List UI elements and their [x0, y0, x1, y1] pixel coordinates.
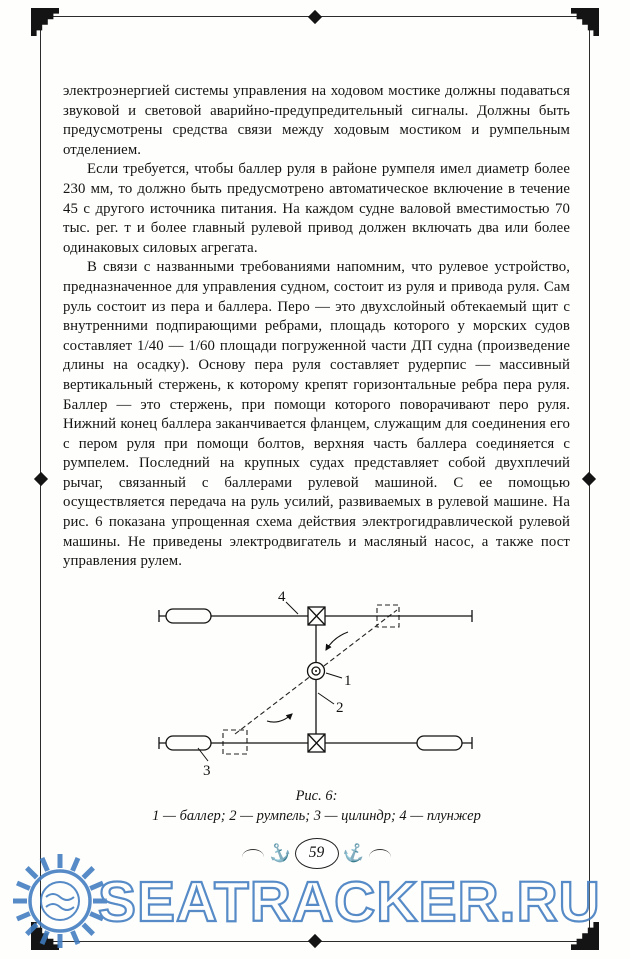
anchor-icon: ⚓: [339, 839, 368, 867]
anchor-icon: ⚓: [265, 839, 294, 867]
page-number: 59: [295, 838, 339, 869]
figure-label-3: 3: [202, 762, 210, 779]
figure-label-2: 2: [335, 699, 343, 716]
figure-steering-gear: [63, 584, 570, 826]
watermark-text: SEATRACKER.RU: [98, 870, 601, 934]
rope-flourish-left: [242, 849, 264, 857]
page-number-ornament: [63, 838, 570, 869]
paragraph: Если требуется, чтобы баллер руля в районе румпеля имел диаметр более 230 мм, то должно быть предусмотрено автоматическое включение в течение 45 с другого источника питания. На каждом судне валовой вместимостью 70 тыс. рег. т и более главный рулевой привод должен включать два или более одинаковых силовых агрегата.: [63, 161, 570, 256]
corner-ornament-bottom-right: [571, 922, 599, 950]
corner-ornament-bottom-left: [31, 922, 59, 950]
tiller: [307, 625, 324, 734]
figure-caption-legend: 1 — баллер; 2 — румпель; 3 — цилиндр; 4 — плунжер: [152, 807, 481, 824]
bottom-ram: [159, 734, 472, 752]
cylinder-top-left: [166, 609, 211, 623]
corner-ornament-top-right: [571, 8, 599, 36]
displaced-tiller-dashed: [223, 605, 399, 754]
steering-gear-diagram: [149, 584, 485, 782]
figure-label-1: 1: [343, 672, 351, 689]
paragraph: электроэнергией системы управления на ходовом мостике должны подаваться звуковой и световой аварийно-предупредительный сигналы. Должны быть предусмотрены средства связи между ходовым мостиком и румпельным отделением.: [63, 83, 570, 158]
edge-diamond-top: [308, 10, 322, 24]
paragraph: В связи с названными требованиями напомним, что рулевое устройство, предназначенное для управления судном, состоит из руля и привода руля. Сам руль состоит из пера и баллера. Перо — это двухслойный обтекаемый щит с внутренними подпирающими ребрами, площадь которого у морских судов составляет 1/40 — 1/60 площади погруженной части ДП судна (произведение длины на осадку). Основу пера руля составляет рудерпис — массивный вертикальный стержень, к которому крепят горизонтальные ребра пера руля. Баллер — это стержень, при помощи которого поворачивают перо руля. Нижний конец баллера заканчивается фланцем, служащим для соединения его с пером руля при помощи болтов, верхняя часть баллера соединяется с румпелем. Последний на крупных судах представляет собой двухплечий рычаг, связанный с баллерами рулевой машиной. С ее помощью осуществляется передача на руль усилий, развиваемых в рулевой машине. На рис. 6 показана упрощенная схема действия электрогидравлической рулевой машины. Не приведены электродвигатель и масляный насос, а также пост управления рулем.: [63, 259, 570, 570]
page-content: [63, 82, 570, 869]
top-ram: [159, 607, 472, 625]
rope-flourish-right: [369, 849, 391, 857]
figure-label-4: 4: [277, 588, 285, 605]
cylinder-bottom-left: [166, 736, 211, 750]
cylinder-bottom-right: [417, 736, 462, 750]
corner-ornament-top-left: [31, 8, 59, 36]
edge-diamond-left: [34, 472, 48, 486]
edge-diamond-bottom: [308, 934, 322, 948]
edge-diamond-right: [582, 472, 596, 486]
figure-caption-title: Рис. 6:: [295, 787, 338, 804]
